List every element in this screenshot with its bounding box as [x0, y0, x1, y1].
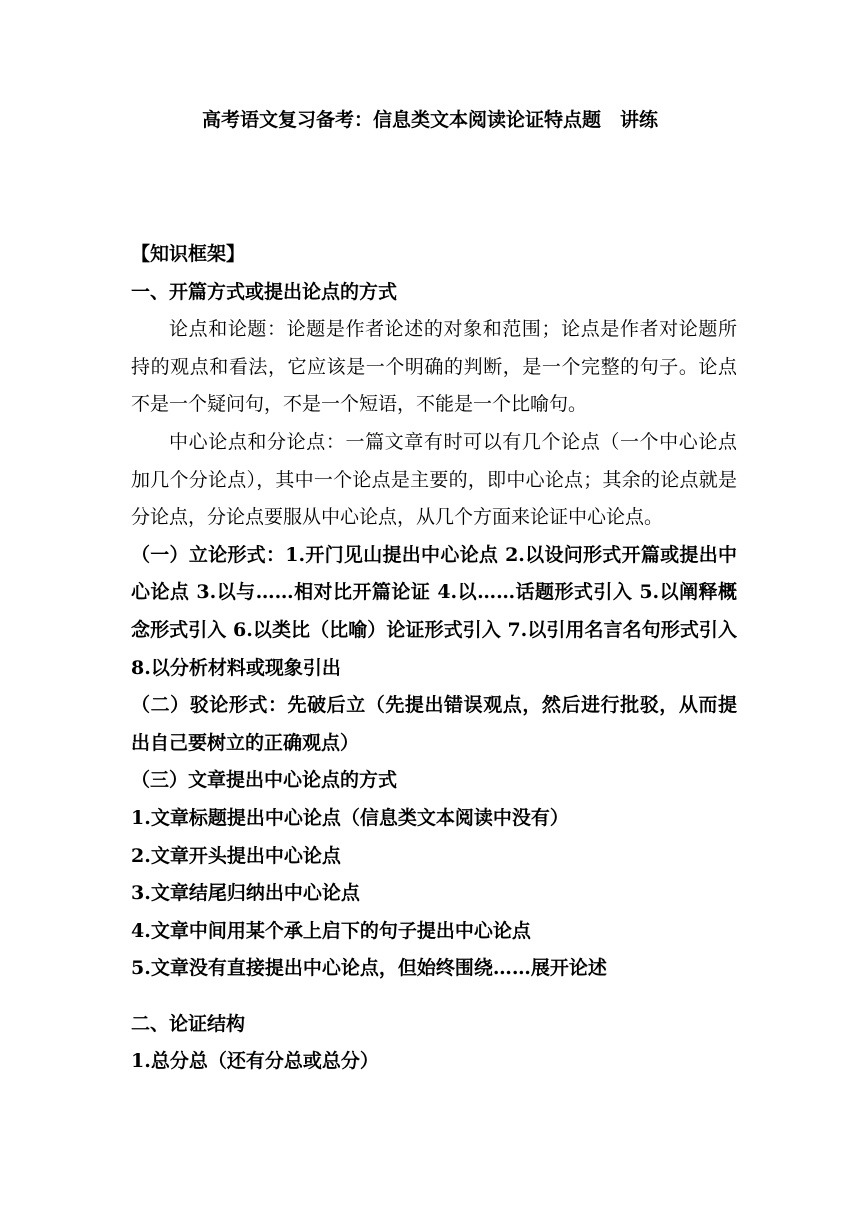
subsection-central-argument-methods: （三）文章提出中心论点的方式 — [131, 769, 398, 792]
list-item: 5.文章没有直接提出中心论点，但始终围绕……展开论述 — [131, 957, 607, 980]
section-2-heading: 二、论证结构 — [131, 1012, 246, 1035]
list-item: 1.文章标题提出中心论点（信息类文本阅读中没有） — [131, 806, 569, 829]
knowledge-frame-heading: 【知识框架】 — [131, 243, 246, 265]
list-item: 4.文章中间用某个承上启下的句子提出中心论点 — [131, 919, 531, 942]
list-item: 2.文章开头提出中心论点 — [131, 844, 341, 867]
section-gap — [131, 988, 737, 1006]
subsection-establish-argument: （一）立论形式：1.开门见山提出中心论点 2.以设问形式开篇或提出中心论点 3.以与……相对比开篇论证 4.以……话题形式引入 5.以阐释概念形式引入 6.以类比（比喻）论证形式引入 7.以引用名言名句形式引入 8.以分析材料或现象引出 — [131, 543, 737, 679]
paragraph-central-argument: 中心论点和分论点：一篇文章有时可以有几个论点（一个中心论点加几个分论点），其中一个论点是主要的，即中心论点；其余的论点就是分论点，分论点要服从中心论点，从几个方面来论证中心论点。 — [131, 430, 737, 529]
subsection-refutation: （二）驳论形式：先破后立（先提出错误观点，然后进行批驳，从而提出自己要树立的正确观点） — [131, 694, 737, 754]
list-item: 3.文章结尾归纳出中心论点 — [131, 882, 360, 905]
paragraph-argument-topic: 论点和论题：论题是作者论述的对象和范围；论点是作者对论题所持的观点和看法，它应该是一个明确的判断，是一个完整的句子。论点不是一个疑问句，不是一个短语，不能是一个比喻句。 — [131, 318, 737, 416]
list-item: 1.总分总（还有分总或总分） — [131, 1050, 379, 1073]
section-1-heading: 一、开篇方式或提出论点的方式 — [131, 280, 398, 303]
page-title: 高考语文复习备考：信息类文本阅读论证特点题 讲练 — [201, 109, 658, 131]
document-body — [131, 236, 737, 1081]
